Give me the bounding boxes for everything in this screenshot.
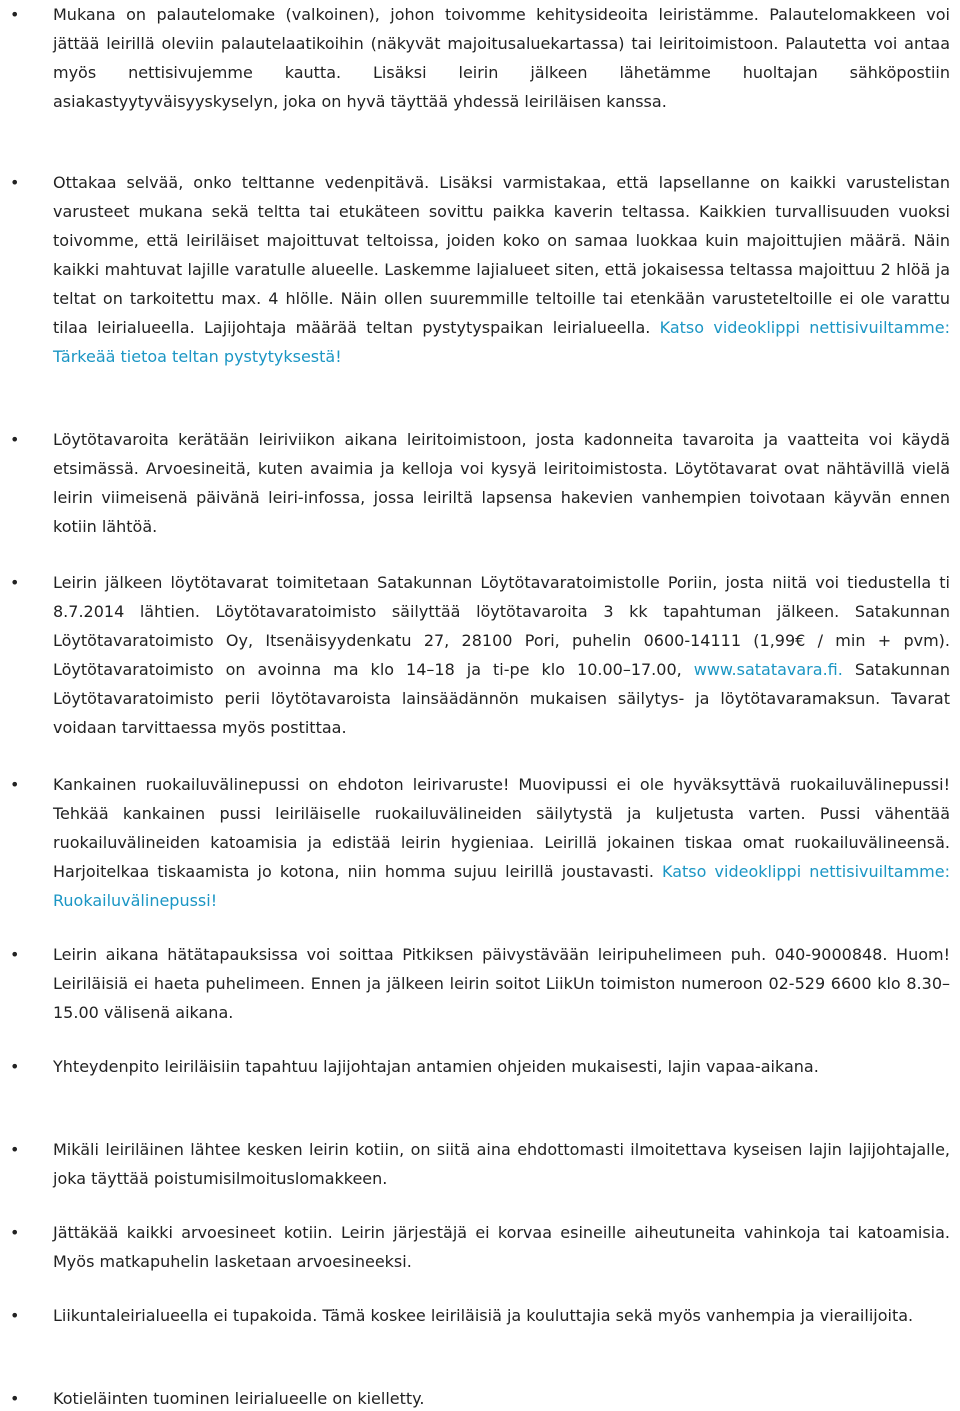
list-item [0, 1218, 960, 1276]
list-item [0, 568, 960, 742]
video-link-tent[interactable]: Katso videoklippi nettisivuiltamme: Tärkeää tietoa teltan pystytyksestä! [53, 318, 950, 366]
bullet-icon: • [10, 1140, 20, 1159]
paragraph-text: Liikuntaleirialueella ei tupakoida. Tämä koskee leiriläisiä ja kouluttajia sekä myös vanhempia ja vierailijoita. [53, 1306, 914, 1325]
paragraph-text-after: Satakunnan Löytötavaratoimisto perii löytötavaroista lainsäädännön mukaisen säilytys- ja löytötavaramaksun. Tavarat voidaan tarvittaessa myös postittaa. [53, 660, 951, 737]
bullet-icon: • [10, 945, 20, 964]
bullet-icon: • [10, 430, 20, 449]
list-item [0, 1135, 960, 1193]
paragraph [53, 168, 950, 371]
bullet-icon: • [10, 1223, 20, 1242]
paragraph [53, 0, 950, 116]
video-link-utensil-bag[interactable]: Katso videoklippi nettisivuiltamme: Ruokailuvälinepussi! [53, 862, 950, 910]
bullet-icon: • [10, 1057, 20, 1076]
list-item [0, 1384, 960, 1411]
paragraph-text: Mikäli leiriläinen lähtee kesken leirin kotiin, on siitä aina ehdottomasti ilmoitettava kyseisen lajin lajijohtajalle, joka täyttää poistumisilmoituslomakkeen. [53, 1140, 950, 1188]
list-item [0, 1301, 960, 1330]
bullet-icon: • [10, 775, 20, 794]
list-item [0, 168, 960, 371]
bullet-icon: • [10, 1306, 20, 1325]
list-item [0, 1052, 960, 1081]
bullet-icon: • [10, 173, 20, 192]
paragraph [53, 1052, 950, 1081]
paragraph [53, 1135, 950, 1193]
paragraph [53, 1301, 950, 1330]
list-item [0, 940, 960, 1027]
list-item [0, 770, 960, 915]
paragraph-text: Löytötavaroita kerätään leiriviikon aikana leiritoimistoon, josta kadonneita tavaroita ja vaatteita voi käydä etsimässä. Arvoesineitä, kuten avaimia ja kelloja voi kysyä leiritoimistosta. Löytötavarat ovat nähtävillä vielä leirin viimeisenä päivänä leiri-infossa, jossa leiriltä lapsensa hakevien vanhempien toivotaan käyvän ennen kotiin lähtöä. [53, 430, 950, 536]
bullet-icon: • [10, 573, 20, 592]
paragraph-text: Yhteydenpito leiriläisiin tapahtuu lajijohtajan antamien ohjeiden mukaisesti, lajin vapaa-aikana. [53, 1057, 819, 1076]
paragraph [53, 1384, 950, 1411]
bullet-icon: • [10, 1389, 20, 1408]
paragraph-text: Leirin aikana hätätapauksissa voi soittaa Pitkiksen päivystävään leiripuhelimeen puh. 040-9000848. Huom! Leiriläisiä ei haeta puhelimeen. Ennen ja jälkeen leirin soitot LiikUn toimiston numeroon 02-529 6600 klo 8.30–15.00 välisenä aikana. [53, 945, 950, 1022]
paragraph [53, 425, 950, 541]
paragraph-text: Kankainen ruokailuvälinepussi on ehdoton leirivaruste! Muovipussi ei ole hyväksyttävä ruokailuvälinepussi! Tehkää kankainen pussi leiriläiselle ruokailuvälineiden säilytystä ja kuljetusta varten. Pussi vähentää ruokailuvälineiden katoamisia ja edistää leirin hygieniaa. Leirillä jokainen tiskaa omat ruokailuvälineensä. Harjoitelkaa tiskaamista jo kotona, niin homma sujuu leirillä joustavasti. [53, 775, 950, 881]
paragraph-text: Mukana on palautelomake (valkoinen), johon toivomme kehitysideoita leiristämme. Palautelomakkeen voi jättää leirillä oleviin palautelaatikoihin (näkyvät majoitusaluekartassa) tai leiritoimistoon. Palautetta voi antaa myös nettisivujemme kautta. Lisäksi leirin jälkeen lähetämme huoltajan sähköpostiin asiakastyytyväisyyskyselyn, joka on hyvä täyttää yhdessä leiriläisen kanssa. [53, 5, 950, 111]
paragraph-text: Leirin jälkeen löytötavarat toimitetaan Satakunnan Löytötavaratoimistolle Poriin, josta niitä voi tiedustella ti 8.7.2014 lähtien. Löytötavaratoimisto säilyttää löytötavaroita 3 kk tapahtuman jälkeen. Satakunnan Löytötavaratoimisto Oy, Itsenäisyydenkatu 27, 28100 Pori, puhelin 0600-14111 (1,99€ / min + pvm). Löytötavaratoimisto on avoinna ma klo 14–18 ja ti-pe klo 10.00–17.00, [53, 573, 950, 679]
paragraph-text: Kotieläinten tuominen leirialueelle on kielletty. [53, 1389, 425, 1408]
paragraph [53, 770, 950, 915]
paragraph [53, 568, 950, 742]
paragraph-text: Jättäkää kaikki arvoesineet kotiin. Leirin järjestäjä ei korvaa esineille aiheutuneita vahinkoja tai katoamisia. Myös matkapuhelin lasketaan arvoesineeksi. [53, 1223, 950, 1271]
paragraph-text: Ottakaa selvää, onko telttanne vedenpitävä. Lisäksi varmistakaa, että lapsellanne on kaikki varustelistan varusteet mukana sekä teltta tai etukäteen sovittu paikka kaverin teltassa. Kaikkien turvallisuuden vuoksi toivomme, että leiriläiset majoittuvat teltoissa, joiden koko on samaa luokkaa kuin majoittujien määrä. Näin kaikki mahtuvat lajille varatulle alueelle. Laskemme lajialueet siten, että jokaisessa teltassa majoittuu 2 hlöä ja teltat on tarkoitettu max. 4 hlölle. Näin ollen suuremmille teltoille tai etenkään varusteteltoille ei ole varattu tilaa leirialueella. Lajijohtaja määrää teltan pystytyspaikan leirialueella. [53, 173, 950, 337]
bullet-icon: • [10, 5, 20, 24]
paragraph [53, 1218, 950, 1276]
list-item [0, 425, 960, 541]
satatavara-link[interactable]: www.satatavara.fi. [693, 660, 843, 679]
list-item [0, 0, 960, 116]
paragraph [53, 940, 950, 1027]
